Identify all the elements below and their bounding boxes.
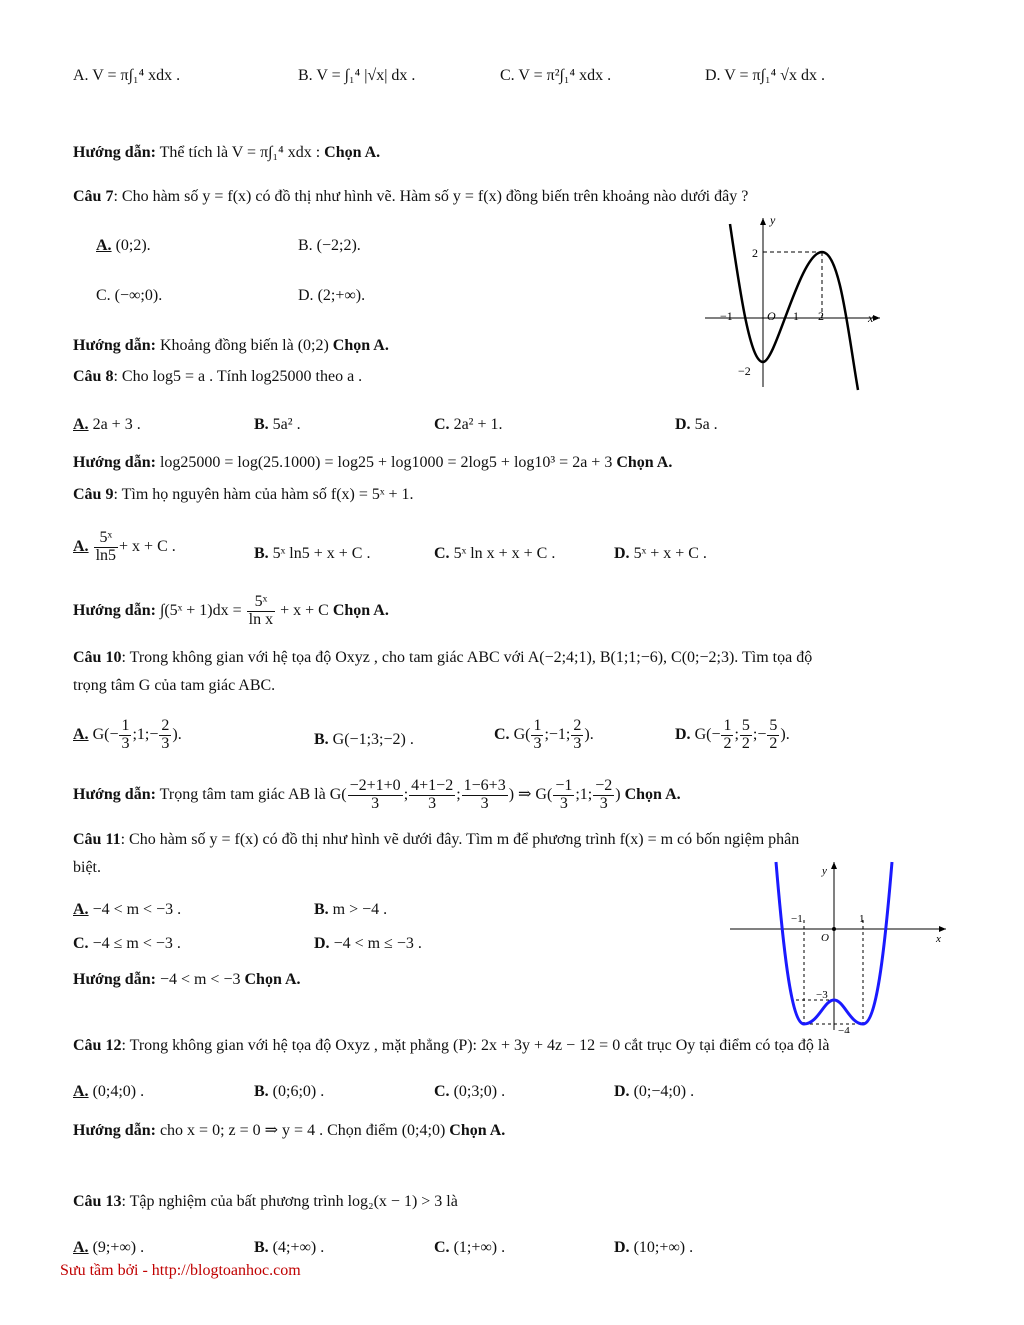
denominator: 3	[573, 734, 582, 752]
q7-question	[73, 187, 748, 206]
hint-text: Khoảng đồng biến là (0;2)	[159, 337, 329, 354]
denominator: 3	[533, 734, 542, 752]
fraction	[119, 718, 131, 753]
hint-choose: Chọn A.	[624, 785, 681, 803]
q11-option-d[interactable]	[314, 934, 422, 953]
hint-label: Hướng dẫn:	[73, 1122, 156, 1139]
question-text: trọng tâm G của tam giác ABC.	[73, 677, 276, 694]
tick-label: 1	[859, 913, 865, 925]
denominator: 3	[559, 794, 568, 812]
option-text: 5ˣ + x + C .	[633, 545, 707, 562]
hint-choose: Chọn A.	[332, 337, 389, 354]
tick-label: −1	[791, 913, 803, 925]
q6-option-d[interactable]	[705, 66, 825, 85]
option-text: 2a + 3 .	[92, 416, 141, 433]
q12-option-a[interactable]	[73, 1082, 144, 1101]
question-label: Câu 12	[73, 1037, 122, 1054]
option-letter: A.	[73, 537, 89, 555]
q7-option-d[interactable]	[298, 286, 365, 305]
option-text: (−2;2).	[316, 237, 361, 254]
fraction	[571, 718, 583, 753]
hint-text: ;1;	[575, 785, 593, 803]
fraction	[531, 718, 543, 753]
denominator: 3	[121, 734, 130, 752]
q11-option-b[interactable]	[314, 900, 387, 919]
option-text: (0;6;0) .	[272, 1083, 325, 1100]
q11-option-c[interactable]	[73, 934, 181, 953]
option-text: ;	[734, 725, 739, 743]
hint-choose: Chọn A.	[244, 971, 301, 988]
option-text: 5a² .	[272, 416, 301, 433]
hint-text: −4 < m < −3	[159, 971, 241, 988]
x-axis-arrow-icon	[939, 926, 946, 932]
option-letter: A.	[96, 237, 112, 254]
hint-label: Hướng dẫn:	[73, 144, 156, 161]
numerator: 1	[533, 717, 542, 734]
q11-hint	[73, 970, 301, 989]
q12-option-b[interactable]	[254, 1082, 324, 1101]
fraction	[593, 778, 614, 813]
option-text: (0;3;0) .	[453, 1083, 506, 1100]
q6-option-b[interactable]	[298, 66, 415, 85]
q13-option-d[interactable]	[614, 1238, 693, 1257]
q10-question-cont	[73, 676, 275, 695]
question-text: : Tìm họ nguyên hàm của hàm số f(x) = 5ˣ + 1.	[113, 486, 414, 503]
option-letter: B.	[314, 901, 329, 918]
q7-graph	[700, 212, 890, 392]
q6-hint	[73, 143, 380, 162]
tick-label: 1	[793, 309, 799, 323]
origin-label: O	[821, 932, 829, 944]
option-letter: D.	[675, 725, 691, 743]
q11-question	[73, 830, 799, 849]
fraction	[553, 778, 574, 813]
hint-choose: Chọn A.	[324, 144, 381, 161]
hint-label: Hướng dẫn:	[73, 454, 156, 471]
option-text: + x + C .	[119, 537, 176, 555]
fraction	[348, 778, 403, 813]
q9-hint	[73, 594, 389, 629]
q12-option-d[interactable]	[614, 1082, 694, 1101]
numerator: 5ˣ	[94, 530, 118, 548]
fraction	[767, 718, 779, 753]
q6-option-c[interactable]	[500, 66, 611, 85]
numerator: 1	[723, 717, 732, 734]
hint-text: )	[615, 785, 621, 803]
option-text: G(−	[694, 725, 721, 743]
hint-choose: Chọn A.	[332, 601, 389, 619]
denominator: 2	[769, 734, 778, 752]
hint-choose: Chọn A.	[449, 1122, 506, 1139]
fraction	[740, 718, 752, 753]
y-label: y	[770, 213, 776, 227]
question-text: : Cho hàm số y = f(x) có đồ thị như hình vẽ dưới đây. Tìm m để phương trình f(x) = m có bốn ngiệm phân	[120, 831, 800, 848]
tick-label: −3	[816, 989, 828, 1001]
q8-option-b[interactable]	[254, 415, 301, 434]
y-axis-arrow-icon	[831, 862, 837, 869]
numerator: 5ˣ	[247, 594, 275, 612]
tick-label: −2	[738, 364, 751, 378]
option-text: (2;+∞).	[317, 287, 366, 304]
option-text: ).	[584, 725, 594, 743]
option-letter: A.	[73, 416, 89, 433]
option-letter: B.	[254, 416, 269, 433]
option-letter: D.	[314, 935, 330, 952]
option-letter: A.	[73, 725, 89, 743]
q13-question	[73, 1192, 458, 1211]
tick-label: 2	[752, 246, 758, 260]
hint-label: Hướng dẫn:	[73, 337, 156, 354]
q9-option-a[interactable]	[73, 530, 176, 565]
tick-label: −4	[838, 1025, 850, 1033]
numerator: −1	[555, 777, 573, 794]
q13-option-c[interactable]	[434, 1238, 505, 1257]
option-letter: C.	[434, 545, 450, 562]
option-text: (4;+∞) .	[272, 1239, 325, 1256]
question-label: Câu 10	[73, 649, 122, 666]
footer-link-text: Sưu tầm bởi - http://blogtoanhoc.com	[60, 1262, 301, 1279]
q13-option-a[interactable]	[73, 1238, 144, 1257]
option-letter: C.	[73, 935, 89, 952]
option-text: m > −4 .	[332, 901, 388, 918]
option-letter: C.	[434, 1083, 450, 1100]
denominator: ln x	[248, 610, 274, 628]
option-letter: D.	[614, 545, 630, 562]
option-text: 5ˣ ln x + x + C .	[453, 545, 556, 562]
denominator: 3	[428, 794, 437, 812]
q9-option-b[interactable]	[254, 544, 370, 563]
q7-option-c[interactable]	[96, 286, 162, 305]
question-text: : Cho log5 = a . Tính log25000 theo a .	[113, 368, 363, 385]
q10-option-a[interactable]	[73, 718, 182, 753]
q10-option-b[interactable]	[314, 730, 414, 749]
footer-credit[interactable]	[60, 1261, 301, 1280]
option-text: (0;2).	[115, 237, 151, 254]
option-letter: B.	[298, 237, 313, 254]
option-text: (10;+∞) .	[633, 1239, 694, 1256]
option-letter: C.	[494, 725, 510, 743]
option-letter: B.	[254, 1239, 269, 1256]
option-letter: D.	[675, 416, 691, 433]
q6-option-d-text: D. V = π∫₁⁴ √x dx .	[705, 67, 825, 84]
option-letter: D.	[614, 1239, 630, 1256]
option-letter: D.	[298, 287, 314, 304]
fraction	[159, 718, 171, 753]
question-text: : Cho hàm số y = f(x) có đồ thị như hình vẽ. Hàm số y = f(x) đồng biến trên khoảng nào dưới đây ?	[113, 188, 749, 205]
hint-text: Thể tích là V = π∫₁⁴ xdx :	[159, 144, 321, 161]
denominator: 3	[480, 794, 489, 812]
q10-hint: Hướng dẫn: Trọng tâm tam giác AB là G( $\frac{-2+1+0}{3}$ ; $\frac{4+1-2}{3}$ ; $\frac{1-6+3}{3}$ ) ⇒ G( $\frac{-1}{3}$ ;1; $\frac{-2}{3}$ ) Chọn A.	[73, 777, 681, 812]
q6-option-a-text: A. V = π∫₁⁴ xdx .	[73, 67, 181, 84]
option-letter: B.	[254, 1083, 269, 1100]
hint-label: Hướng dẫn:	[73, 785, 156, 803]
q10-option-c[interactable]	[494, 718, 594, 753]
x-label: x	[936, 933, 941, 945]
q11-question-cont	[73, 858, 101, 877]
option-text: ;−1;	[544, 725, 571, 743]
option-letter: A.	[73, 1239, 89, 1256]
option-letter: A.	[73, 901, 89, 918]
x-label: x	[868, 311, 874, 325]
question-label: Câu 11	[73, 831, 121, 848]
q12-hint	[73, 1121, 505, 1140]
hint-label: Hướng dẫn:	[73, 971, 156, 988]
option-text: (0;4;0) .	[92, 1083, 145, 1100]
numerator: 1	[121, 717, 130, 734]
hint-text: cho x = 0; z = 0 ⇒ y = 4 . Chọn điểm (0;4;0)	[159, 1122, 446, 1139]
option-letter: D.	[614, 1083, 630, 1100]
option-letter: C.	[96, 287, 111, 304]
hint-text: + x + C	[280, 601, 329, 619]
option-text: ;−	[752, 725, 767, 743]
origin-point	[832, 927, 836, 931]
y-label: y	[822, 865, 827, 877]
option-text: (0;−4;0) .	[633, 1083, 695, 1100]
option-letter: C.	[434, 1239, 450, 1256]
option-text: G(−	[92, 725, 119, 743]
question-text: : Tập nghiệm của bất phương trình log₂(x − 1) > 3 là	[121, 1193, 458, 1210]
denominator: ln5	[95, 546, 117, 564]
option-text: 5ˣ ln5 + x + C .	[272, 545, 371, 562]
denominator: 3	[161, 734, 170, 752]
numerator: −2	[595, 777, 613, 794]
q7-option-b[interactable]	[298, 236, 361, 255]
option-letter: B.	[314, 731, 329, 748]
hint-text: G(	[329, 785, 347, 803]
q7-hint	[73, 336, 389, 355]
q8-option-a[interactable]	[73, 415, 141, 434]
option-text: G(−1;3;−2) .	[332, 731, 414, 748]
q12-option-c[interactable]	[434, 1082, 505, 1101]
question-label: Câu 7	[73, 188, 114, 205]
numerator: 2	[573, 717, 582, 734]
q11-graph	[726, 858, 951, 1033]
q11-option-a[interactable]	[73, 900, 181, 919]
question-text: : Trong không gian với hệ tọa độ Oxyz , cho tam giác ABC với A(−2;4;1), B(1;1;−6), C(0;−2;3). Tìm tọa độ	[121, 649, 813, 666]
q6-option-c-text: C. V = π²∫₁⁴ xdx .	[500, 67, 612, 84]
option-letter: C.	[434, 416, 450, 433]
hint-text: ) ⇒ G(	[508, 785, 553, 803]
denominator: 2	[723, 734, 732, 752]
q9-option-d[interactable]	[614, 544, 707, 563]
q12-question	[73, 1036, 829, 1055]
question-text: biệt.	[73, 859, 101, 876]
q9-question	[73, 485, 414, 504]
question-label: Câu 8	[73, 368, 114, 385]
q6-option-b-text: B. V = ∫₁⁴ |√x| dx .	[298, 67, 416, 84]
fraction	[247, 594, 275, 629]
numerator: −2+1+0	[349, 777, 401, 794]
option-letter: B.	[254, 545, 269, 562]
fraction	[94, 530, 118, 565]
q8-option-d[interactable]	[675, 415, 718, 434]
q7-option-a[interactable]	[96, 236, 151, 255]
option-text: (−∞;0).	[114, 287, 163, 304]
option-letter: A.	[73, 1083, 89, 1100]
tick-label: 2	[818, 309, 824, 323]
option-text: (9;+∞) .	[92, 1239, 145, 1256]
option-text: ;1;−	[132, 725, 159, 743]
hint-label: Hướng dẫn:	[73, 601, 156, 619]
fraction	[409, 778, 455, 813]
hint-text: log25000 = log(25.1000) = log25 + log1000 = 2log5 + log10³ = 2a + 3	[159, 454, 613, 471]
numerator: 5	[741, 717, 750, 734]
question-text: : Trong không gian với hệ tọa độ Oxyz , mặt phẳng (P): 2x + 3y + 4z − 12 = 0 cắt trục Oy tại điểm có tọa độ là	[121, 1037, 830, 1054]
y-axis-arrow-icon	[760, 218, 766, 225]
denominator: 3	[599, 794, 608, 812]
numerator: 5	[769, 717, 778, 734]
x-axis-arrow-icon	[873, 315, 880, 321]
option-text: 5a .	[694, 416, 718, 433]
q8-option-c[interactable]	[434, 415, 502, 434]
denominator: 3	[371, 794, 380, 812]
option-text: −4 < m ≤ −3 .	[333, 935, 422, 952]
option-text: (1;+∞) .	[453, 1239, 506, 1256]
option-text: ).	[172, 725, 182, 743]
question-label: Câu 13	[73, 1193, 122, 1210]
fraction	[462, 778, 508, 813]
hint-choose: Chọn A.	[616, 454, 673, 471]
q10-question	[73, 648, 812, 667]
numerator: 2	[161, 717, 170, 734]
q8-hint	[73, 453, 672, 472]
tick-label: −1	[720, 309, 733, 323]
question-label: Câu 9	[73, 486, 114, 503]
hint-text: ∫(5ˣ + 1)dx =	[159, 601, 242, 619]
q10-option-d[interactable]	[675, 718, 790, 753]
origin-label: O	[767, 309, 776, 323]
q8-question	[73, 367, 362, 386]
option-text: −4 ≤ m < −3 .	[92, 935, 181, 952]
option-text: ).	[780, 725, 790, 743]
option-text: −4 < m < −3 .	[92, 901, 182, 918]
numerator: 1−6+3	[463, 777, 506, 794]
q9-option-c[interactable]	[434, 544, 555, 563]
numerator: 4+1−2	[411, 777, 454, 794]
option-text: 2a² + 1.	[453, 416, 503, 433]
option-text: G(	[513, 725, 531, 743]
fraction	[721, 718, 733, 753]
hint-text: Trọng tâm tam giác AB là	[159, 785, 326, 803]
q13-option-b[interactable]	[254, 1238, 324, 1257]
q6-option-a[interactable]	[73, 66, 180, 85]
denominator: 2	[741, 734, 750, 752]
